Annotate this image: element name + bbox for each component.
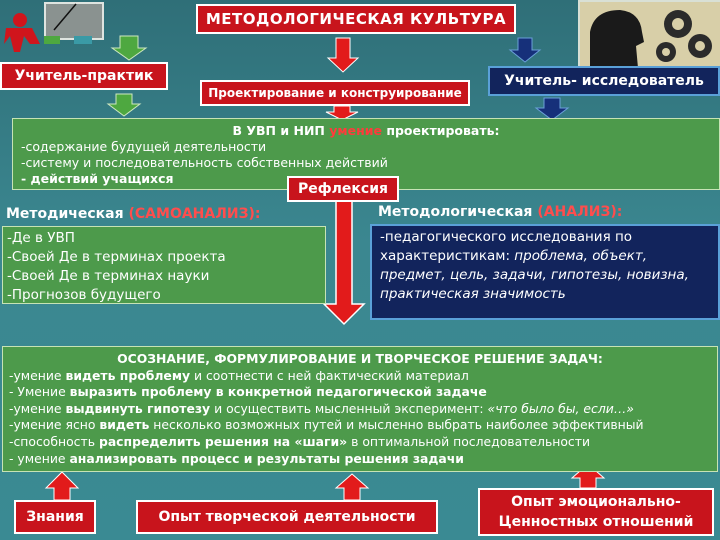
knowledge-label: Знания	[14, 500, 96, 534]
creative-experience-label: Опыт творческой деятельности	[136, 500, 438, 534]
list-item: -умение выдвинуть гипотезу и осуществить мысленный эксперимент: «что было бы, если…»	[9, 400, 634, 416]
list-item: -способность распределить решения на «шаги» в оптимальной последовательности	[9, 433, 591, 449]
page-title: МЕТОДОЛОГИЧЕСКАЯ КУЛЬТУРА	[196, 4, 516, 34]
uvp-title: В УВП и НИП умение проектировать:	[232, 123, 500, 138]
list-item: - действий учащихся	[21, 171, 174, 186]
awareness-box	[2, 346, 718, 472]
list-item: -содержание будущей деятельности	[21, 139, 267, 154]
emotional-value-label: Опыт эмоционально- Ценностных отношений	[478, 488, 714, 536]
arrow-down-icon	[112, 36, 146, 60]
methodological-list: -педагогического исследования по характеристикам: проблема, объект, предмет, цель, задачи, гипотезы, новизна, практическая значимость	[370, 224, 720, 320]
list-item: -умение видеть проблему и соотнести с ней фактический материал	[9, 367, 469, 383]
arrow-down-icon	[108, 94, 140, 116]
arrow-up-icon	[336, 474, 368, 500]
methodological-title: Методологическая (АНАЛИЗ):	[378, 204, 623, 220]
arrow-down-icon	[328, 38, 358, 72]
awareness-title: ОСОЗНАНИЕ, ФОРМУЛИРОВАНИЕ И ТВОРЧЕСКОЕ РЕШЕНИЕ ЗАДАЧ:	[117, 351, 603, 366]
methodical-list	[2, 226, 326, 304]
arrow-up-icon	[46, 472, 78, 500]
design-construction-label: Проектирование и конструирование	[200, 80, 470, 106]
list-item: -Де в УВП	[7, 230, 75, 246]
list-item: - умение анализировать процесс и результаты решения задачи	[9, 450, 464, 466]
methodical-title: Методическая (САМОАНАЛИЗ):	[6, 206, 261, 222]
list-item: -систему и последовательность собственных действий	[21, 155, 388, 170]
arrow-down-icon	[510, 38, 540, 62]
teacher-practitioner-label: Учитель-практик	[0, 62, 168, 90]
list-item: -Своей Де в терминах науки	[7, 268, 210, 284]
teacher-researcher-label: Учитель- исследователь	[488, 66, 720, 96]
list-item: -Своей Де в терминах проекта	[7, 249, 226, 265]
list-item: - Умение выразить проблему в конкретной педагогической задаче	[9, 384, 487, 400]
list-item: -Прогнозов будущего	[7, 287, 161, 303]
arrow-down-icon	[536, 98, 568, 120]
reflection-label: Рефлексия	[287, 176, 399, 202]
list-item: -умение ясно видеть несколько возможных путей и мысленно выбрать наиболее эффективный	[9, 417, 644, 433]
